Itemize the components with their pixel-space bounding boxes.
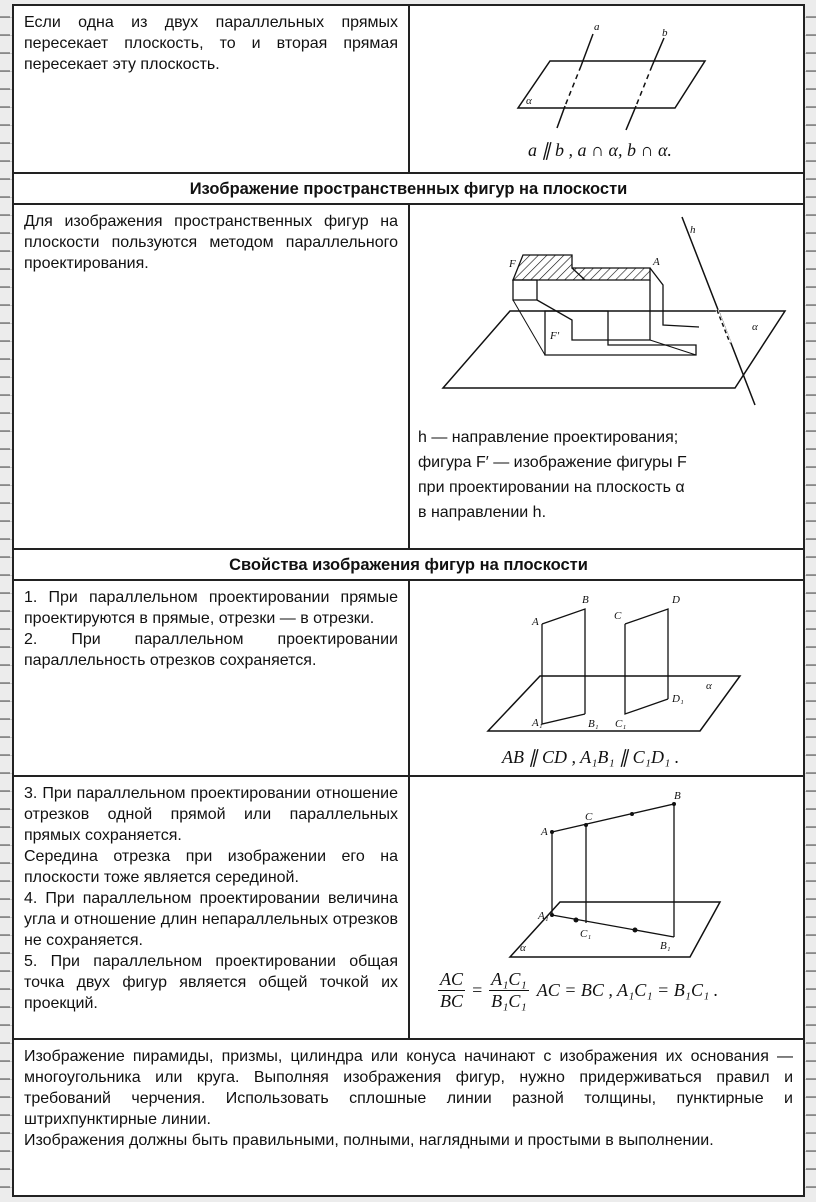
row2-text: Для изображения пространственных фигур на плоскости пользуются методом параллельного проектирования. — [24, 213, 398, 272]
property-3-midpoint: Середина отрезка при изображении его на плоскости тоже является серединой. — [24, 848, 398, 886]
formula-tail: AC = BC , A₁C₁ = B₁C₁ . — [536, 980, 719, 1000]
label-D1: D₁ — [672, 693, 684, 705]
label-B: B — [582, 594, 589, 606]
label-alpha: α — [520, 942, 526, 954]
plane-alpha — [518, 61, 705, 108]
row1-text-cell — [14, 6, 410, 172]
property-5: 5. При параллельном проектировании общая точка двух фигур является общей точкой их проекций. — [24, 953, 398, 1012]
row1-text: Если одна из двух параллельных прямых пересекает плоскость, то и вторая прямая пересекает эту плоскость. — [24, 14, 398, 73]
row1-formula: a ∥ b , a ∩ α, b ∩ α. — [528, 140, 672, 160]
label-b: b — [662, 27, 668, 39]
row1-figure-cell — [410, 6, 803, 172]
heading-spatial-figures: Изображение пространственных фигур на плоскости — [14, 174, 803, 205]
label-alpha: α — [526, 95, 532, 107]
label-C1: C₁ — [580, 928, 592, 940]
label-A: A — [532, 616, 539, 628]
row-properties-1-2 — [14, 581, 803, 777]
caption-line-4: в направлении h. — [418, 504, 547, 521]
margin-ticks-right — [806, 0, 816, 1202]
plane-alpha — [488, 676, 740, 731]
label-D: D — [672, 594, 680, 606]
line-b-dashed — [636, 66, 652, 106]
label-C: C — [614, 610, 622, 622]
label-C1: C₁ — [615, 718, 627, 730]
label-B1: B₁ — [588, 718, 599, 730]
ratio-diagram — [410, 777, 805, 967]
footer-paragraph-2: Изображения должны быть правильными, полными, наглядными и простыми в выполнении. — [24, 1132, 714, 1149]
row2-text-cell — [14, 205, 410, 548]
footer-paragraph-1: Изображение пирамиды, призмы, цилиндра или конуса начинают с изображения их основания — многоугольника или круга. Выполняя изображения фигур, нужно придерживаться правил и требований черчения. Использовать сплошные линии разной толщины, пунктирные и штрихпунктирные линии. — [24, 1048, 793, 1128]
label-A: A — [653, 256, 660, 268]
row2-figure-cell — [410, 205, 803, 548]
label-h: h — [690, 224, 696, 236]
line-a-dashed — [565, 66, 581, 106]
reference-table — [12, 4, 805, 1197]
row-projection — [14, 205, 803, 550]
row-parallel-lines — [14, 6, 803, 174]
line-b-bottom — [626, 106, 636, 130]
property-4: 4. При параллельном проектировании величина угла и отношение длин непараллельных отрезков не сохраняется. — [24, 890, 398, 949]
label-F: F — [509, 258, 516, 270]
label-F-prime: F′ — [550, 330, 560, 342]
fraction-A1C1-B1C1: $\frac{\text{A₁C₁}}{\text{B₁C₁}}$ — [491, 969, 527, 1011]
caption-line-1: h — направление проектирования; — [418, 429, 679, 446]
projection-diagram — [410, 205, 805, 425]
label-a: a — [594, 21, 600, 33]
margin-ticks-left — [0, 0, 10, 1202]
label-A1: A₁ — [538, 910, 549, 922]
label-A1: A₁ — [532, 717, 543, 729]
label-alpha: α — [752, 321, 758, 333]
row3-text-cell — [14, 581, 410, 775]
property-1: 1. При параллельном проектировании прямые проектируются в прямые, отрезки — в отрезки. — [24, 589, 398, 627]
line-b-top — [652, 38, 664, 66]
row4-formula: $\frac{AC}{BC}$ = $\frac{\text{A₁C₁}}{\text{B₁C₁}}$ AC = BC , A₁C₁ = B₁C₁ . — [440, 969, 719, 1011]
label-A: A — [541, 826, 548, 838]
label-alpha: α — [706, 680, 712, 692]
caption-line-3: при проектировании на плоскость α — [418, 479, 685, 496]
row3-formula: AB ∥ CD , A₁B₁ ∥ C₁D₁ . — [502, 747, 680, 767]
line-a-bottom — [557, 106, 565, 128]
row-properties-3-5 — [14, 777, 803, 1040]
label-B: B — [674, 790, 681, 802]
row3-figure-cell — [410, 581, 803, 775]
row-footer-notes — [14, 1040, 803, 1197]
label-B1: B₁ — [660, 940, 671, 952]
row4-figure-cell — [410, 777, 803, 1038]
fraction-AC-BC: $\frac{AC}{BC}$ — [440, 969, 464, 1011]
parallel-segments-diagram — [410, 581, 805, 741]
heading-properties: Свойства изображения фигур на плоскости — [14, 550, 803, 581]
row2-caption — [418, 425, 687, 525]
caption-line-2: фигура F′ — изображение фигуры F — [418, 454, 687, 471]
property-2: 2. При параллельном проектировании параллельность отрезков сохраняется. — [24, 631, 398, 669]
row4-text-cell — [14, 777, 410, 1038]
label-C: C — [585, 811, 593, 823]
property-3: 3. При параллельном проектировании отношение отрезков одной прямой или параллельных прямых сохраняется. — [24, 785, 398, 844]
